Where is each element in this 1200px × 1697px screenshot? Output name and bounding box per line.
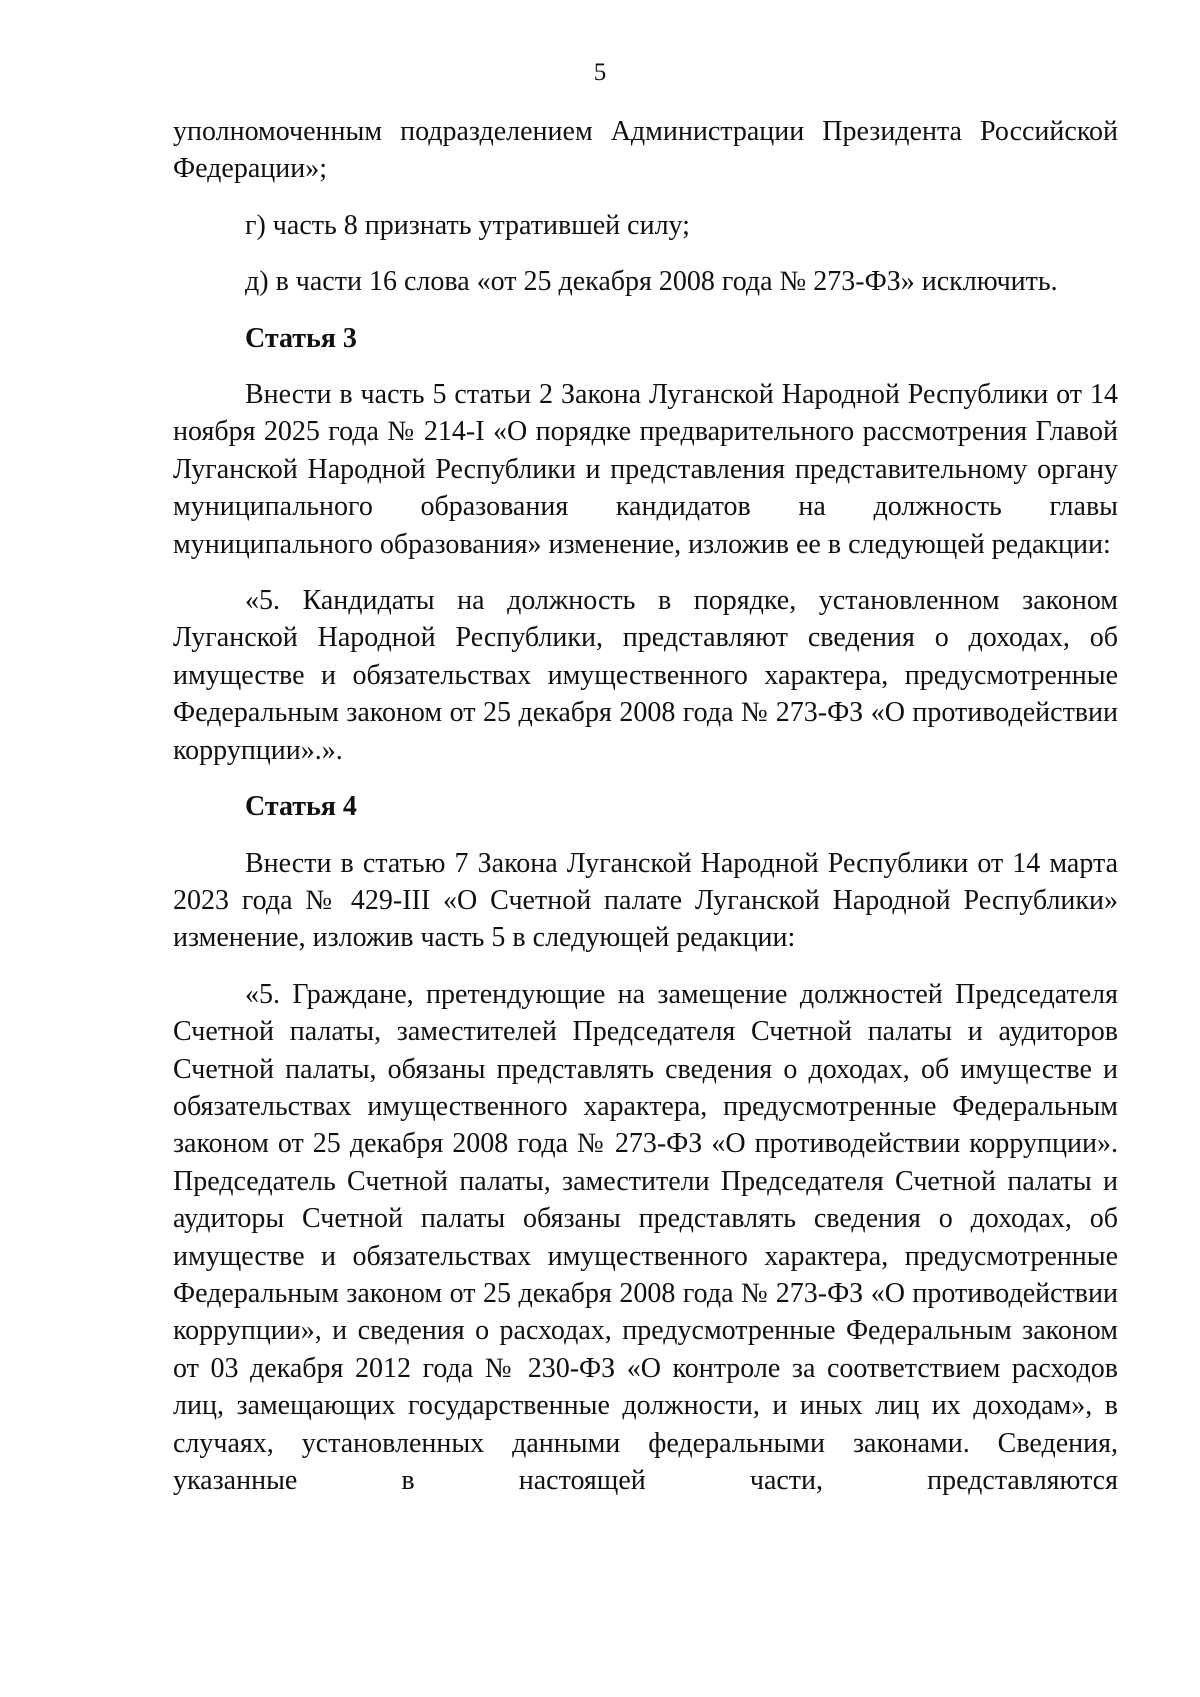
article-3-heading: Статья 3 <box>245 322 357 354</box>
page-number: 5 <box>593 59 607 86</box>
paragraph-continuation: уполномоченным подразделением Администрации Президента Российской Федерации»; <box>173 116 1118 185</box>
article-4-paragraph-1: Внести в статью 7 Закона Луганской Народной Республики от 14 марта 2023 года № 429-III «О Счетной палате Луганской Народной Республики» изменение, изложив часть 5 в следующей редакции: <box>173 847 1118 954</box>
article-3-paragraph-1: Внести в часть 5 статьи 2 Закона Луганской Народной Республики от 14 ноября 2025 года № 214-I «О порядке предварительного рассмотрения Главой Луганской Народной Республики и представления представительному органу муниципального образования кандидатов на должность главы муниципального образования» изменение, изложив ее в следующей редакции: <box>173 379 1118 560</box>
article-3-paragraph-2: «5. Кандидаты на должность в порядке, установленном законом Луганской Народной Республики, представляют сведения о доходах, об имуществе и обязательствах имущественного характера, предусмотренные Федеральным законом от 25 декабря 2008 года № 273-ФЗ «О противодействии коррупции».». <box>173 585 1118 766</box>
paragraph-item-d: д) в части 16 слова «от 25 декабря 2008 года № 273-ФЗ» исключить. <box>245 266 1058 298</box>
article-4-paragraph-2: «5. Граждане, претендующие на замещение должностей Председателя Счетной палаты, заместителей Председателя Счетной палаты и аудиторов Счетной палаты, обязаны представлять сведения о доходах, об имуществе и обязательствах имущественного характера, предусмотренные Федеральным законом от 25 декабря 2008 года № 273-ФЗ «О противодействии коррупции». Председатель Счетной палаты, заместители Председателя Счетной палаты и аудиторы Счетной палаты обязаны представлять сведения о доходах, об имуществе и обязательствах имущественного характера, предусмотренные Федеральным законом от 25 декабря 2008 года № 273-ФЗ «О противодействии коррупции», и сведения о расходах, предусмотренные Федеральным законом от 03 декабря 2012 года № 230-ФЗ «О контроле за соответствием расходов лиц, замещающих государственные должности, и иных лиц их доходам», в случаях, установленных данными федеральными законами. Сведения, указанные в настоящей части, представляются <box>173 978 1118 1496</box>
paragraph-item-g: г) часть 8 признать утратившей силу; <box>245 209 690 241</box>
article-4-heading: Статья 4 <box>245 791 357 823</box>
document-body <box>173 113 1118 1499</box>
